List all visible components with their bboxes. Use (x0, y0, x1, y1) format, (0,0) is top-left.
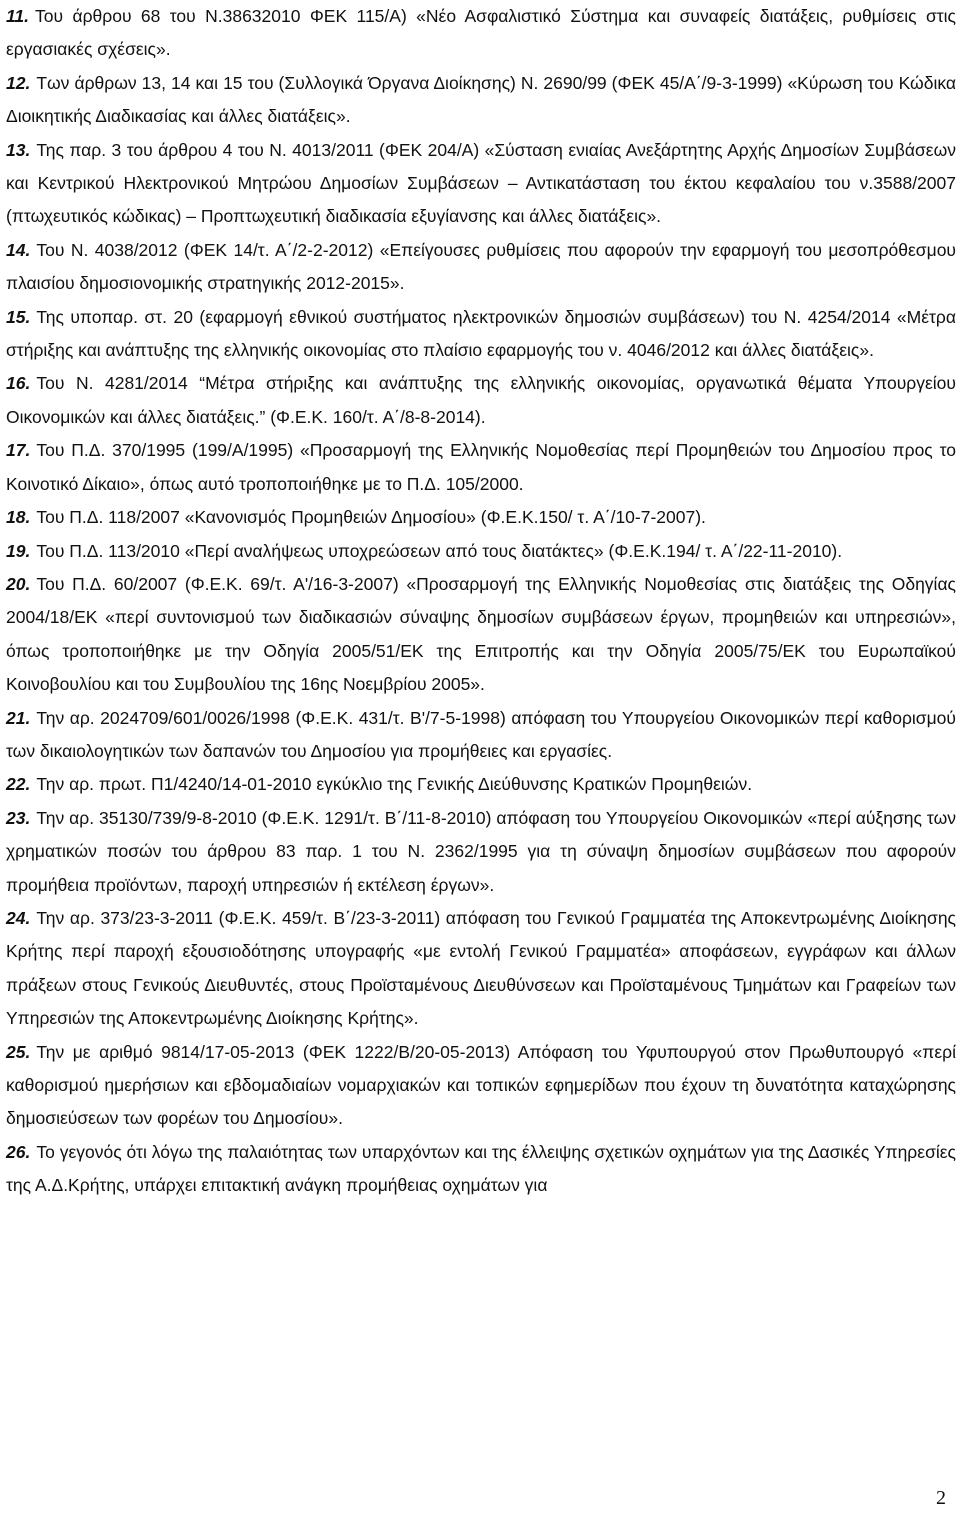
item-number: 11. (6, 6, 30, 26)
item-text: Την αρ. 2024709/601/0026/1998 (Φ.Ε.Κ. 431/τ. Β'/7-5-1998) απόφαση του Υπουργείου Οικονομικών περί καθορισμού των δικαιολογητικών των δαπανών του Δημοσίου για προμήθειες και εργασίες. (6, 707, 956, 761)
list-item (6, 501, 956, 534)
page-number: 2 (936, 1487, 946, 1509)
item-number: 14. (6, 239, 31, 260)
list-item (6, 67, 956, 134)
item-text: Του Ν. 4281/2014 “Μέτρα στήριξης και ανάπτυξης της ελληνικής οικονομίας, οργανωτικά θέματα Υπουργείου Οικονομικών και άλλες διατάξεις.” (Φ.Ε.Κ. 160/τ. Α΄/8-8-2014). (6, 373, 956, 427)
list-item (6, 1136, 956, 1203)
list-item (6, 902, 956, 1036)
list-item (6, 0, 956, 67)
item-number: 25. (6, 1041, 31, 1062)
list-item (6, 702, 956, 769)
item-text: Του Π.Δ. 118/2007 «Κανονισμός Προμηθειών Δημοσίου» (Φ.Ε.Κ.150/ τ. Α΄/10-7-2007). (36, 507, 706, 528)
item-number: 21. (6, 707, 31, 728)
item-number: 13. (6, 139, 31, 160)
item-number: 23. (6, 807, 31, 828)
item-number: 17. (6, 440, 31, 461)
list-item (6, 434, 956, 501)
item-number: 22. (6, 774, 31, 795)
list-item (6, 768, 956, 801)
item-number: 26. (6, 1141, 31, 1162)
item-text: Του Π.Δ. 113/2010 «Περί αναλήψεως υποχρεώσεων από τους διατάκτες» (Φ.Ε.Κ.194/ τ. Α΄/22-11-2010). (36, 540, 843, 561)
item-text: Την αρ. 373/23-3-2011 (Φ.Ε.Κ. 459/τ. Β΄/23-3-2011) απόφαση του Γενικού Γραμματέα της Αποκεντρωμένης Διοίκησης Κρήτης περί παροχή εξουσιοδότησης υπογραφής «με εντολή Γενικού Γραμματέα» αποφάσεων, εγγράφων και άλλων πράξεων στους Γενικούς Διευθυντές, στους Προϊσταμένους Διευθύνσεων και Προϊσταμένους Τμημάτων και Γραφείων των Υπηρεσιών της Αποκεντρωμένης Διοίκησης Κρήτης». (6, 907, 956, 1029)
list-item (6, 367, 956, 434)
document-page (6, 0, 956, 1203)
item-number: 19. (6, 540, 31, 561)
item-text: Του Π.Δ. 370/1995 (199/Α/1995) «Προσαρμογή της Ελληνικής Νομοθεσίας περί Προμηθειών του Δημοσίου προς το Κοινοτικό Δίκαιο», όπως αυτό τροποποιήθηκε με το Π.Δ. 105/2000. (6, 440, 956, 494)
item-text: Την αρ. πρωτ. Π1/4240/14-01-2010 εγκύκλιο της Γενικής Διεύθυνσης Κρατικών Προμηθειών. (36, 774, 753, 795)
item-number: 20. (6, 573, 31, 594)
list-item (6, 568, 956, 702)
item-text: Την αρ. 35130/739/9-8-2010 (Φ.Ε.Κ. 1291/τ. Β΄/11-8-2010) απόφαση του Υπουργείου Οικονομικών «περί αύξησης των χρηματικών ποσών του άρθρου 83 παρ. 1 του Ν. 2362/1995 για τη σύναψη δημοσίων συμβάσεων που αφορούν προμήθεια προϊόντων, παροχή υπηρεσιών ή εκτέλεση έργων». (6, 807, 956, 895)
item-text: Των άρθρων 13, 14 και 15 του (Συλλογικά Όργανα Διοίκησης) Ν. 2690/99 (ΦΕΚ 45/Α΄/9-3-1999) «Κύρωση του Κώδικα Διοικητικής Διαδικασίας και άλλες διατάξεις». (6, 72, 956, 127)
item-number: 15. (6, 306, 31, 327)
item-text: Το γεγονός ότι λόγω της παλαιότητας των υπαρχόντων και της έλλειψης σχετικών οχημάτων για της Δασικές Υπηρεσίες της Α.Δ.Κρήτης, υπάρχει επιτακτική ανάγκη προμήθειας οχημάτων για (6, 1141, 956, 1196)
item-text: Του Π.Δ. 60/2007 (Φ.Ε.Κ. 69/τ. Α'/16-3-2007) «Προσαρμογή της Ελληνικής Νομοθεσίας στις διατάξεις της Οδηγίας 2004/18/ΕΚ «περί συντονισμού των διαδικασιών σύναψης δημοσίων συμβάσεων έργων, προμηθειών και υπηρεσιών», όπως τροποποιήθηκε με την Οδηγία 2005/51/ΕΚ της Επιτροπής και την Οδηγία 2005/75/ΕΚ του Ευρωπαϊκού Κοινοβουλίου και του Συμβουλίου της 16ης Νοεμβρίου 2005». (6, 573, 956, 695)
list-item (6, 535, 956, 568)
item-text: Την με αριθμό 9814/17-05-2013 (ΦΕΚ 1222/Β/20-05-2013) Απόφαση του Υφυπουργού στον Πρωθυπουργό «περί καθορισμού ημερήσιων και εβδομαδιαίων νομαρχιακών και τοπικών εφημερίδων που έχουν τη δυνατότητα καταχώρησης δημοσιεύσεων των φορέων του Δημοσίου». (6, 1041, 956, 1129)
item-text: Της υποπαρ. στ. 20 (εφαρμογή εθνικού συστήματος ηλεκτρονικών δημοσιών συμβάσεων) του Ν. 4254/2014 «Μέτρα στήριξης και ανάπτυξης της ελληνικής οικονομίας στο πλαίσιο εφαρμογής του ν. 4046/2012 και άλλες διατάξεις». (6, 306, 956, 361)
item-number: 18. (6, 507, 31, 528)
list-item (6, 802, 956, 902)
list-item (6, 134, 956, 234)
item-text: Του Ν. 4038/2012 (ΦΕΚ 14/τ. Α΄/2-2-2012) «Επείγουσες ρυθμίσεις που αφορούν την εφαρμογή του μεσοπρόθεσμου πλαισίου δημοσιονομικής στρατηγικής 2012-2015». (6, 239, 956, 294)
item-text: Του άρθρου 68 του Ν.38632010 ΦΕΚ 115/Α) «Νέο Ασφαλιστικό Σύστημα και συναφείς διατάξεις, ρυθμίσεις στις εργασιακές σχέσεις». (6, 6, 956, 60)
item-number: 16. (6, 373, 31, 394)
list-item (6, 301, 956, 368)
item-number: 24. (6, 907, 31, 928)
list-item (6, 1036, 956, 1136)
list-item (6, 234, 956, 301)
item-text: Της παρ. 3 του άρθρου 4 του Ν. 4013/2011 (ΦΕΚ 204/Α) «Σύσταση ενιαίας Ανεξάρτητης Αρχής Δημοσίων Συμβάσεων και Κεντρικού Ηλεκτρονικού Μητρώου Δημοσίων Συμβάσεων – Αντικατάσταση του έκτου κεφαλαίου του ν.3588/2007 (πτωχευτικός κώδικας) – Προπτωχευτική διαδικασία εξυγίανσης και άλλες διατάξεις». (6, 139, 956, 227)
item-number: 12. (6, 72, 31, 93)
